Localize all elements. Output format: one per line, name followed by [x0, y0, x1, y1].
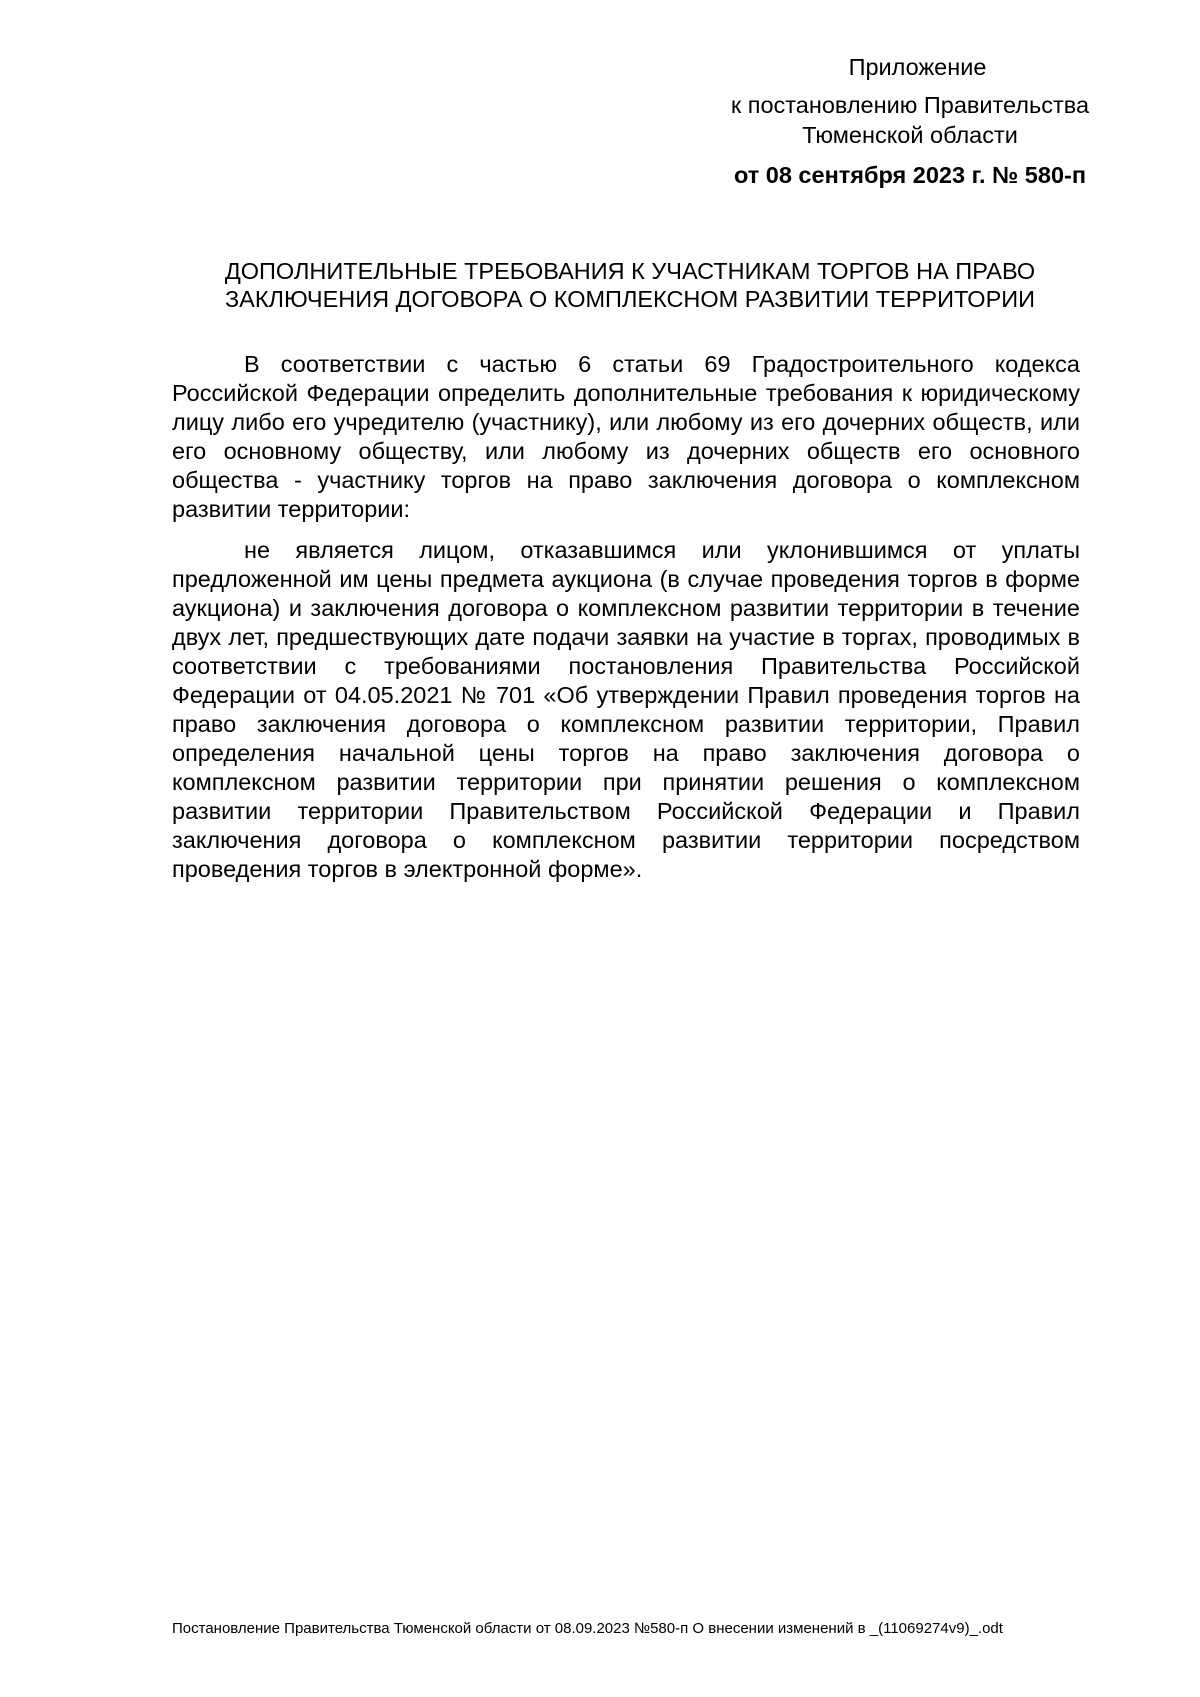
appendix-header: [640, 52, 1140, 190]
paragraph: В соответствии с частью 6 статьи 69 Градостроительного кодекса Российской Федерации определить дополнительные требования к юридическому лицу либо его учредителю (участнику), или любому из его дочерних обществ, или его основному обществу, или любому из дочерних обществ его основного общества - участнику торгов на право заключения договора о комплексном развитии территории:: [172, 351, 1080, 522]
document-title: ДОПОЛНИТЕЛЬНЫЕ ТРЕБОВАНИЯ К УЧАСТНИКАМ ТОРГОВ НА ПРАВО ЗАКЛЮЧЕНИЯ ДОГОВОРА О КОМПЛЕКСНОМ РАЗВИТИИ ТЕРРИТОРИИ: [224, 258, 1036, 312]
resolution-reference: к постановлению Правительства: [730, 92, 1090, 118]
region-name: Тюменской области: [802, 122, 1018, 148]
page-footer: Постановление Правительства Тюменской области от 08.09.2023 №580-п О внесении изменений в _(11069274v9)_.odt: [172, 1620, 1003, 1637]
appendix-label: Приложение: [848, 54, 987, 80]
paragraph: не является лицом, отказавшимся или уклонившимся от уплаты предложенной им цены предмета аукциона (в случае проведения торгов в форме аукциона) и заключения договора о комплексном развитии территории в течение двух лет, предшествующих дате подачи заявки на участие в торгах, проводимых в соответствии с требованиями постановления Правительства Российской Федерации от 04.05.2021 № 701 «Об утверждении Правил проведения торгов на право заключения договора о комплексном развитии территории, Правил определения начальной цены торгов на право заключения договора о комплексном развитии территории при принятии решения о комплексном развитии территории Правительством Российской Федерации и Правил заключения договора о комплексном развитии территории посредством проведения торгов в электронной форме».: [172, 537, 1080, 882]
resolution-date-number: от 08 сентября 2023 г. № 580-п: [733, 162, 1087, 188]
document-body: [172, 350, 1080, 896]
